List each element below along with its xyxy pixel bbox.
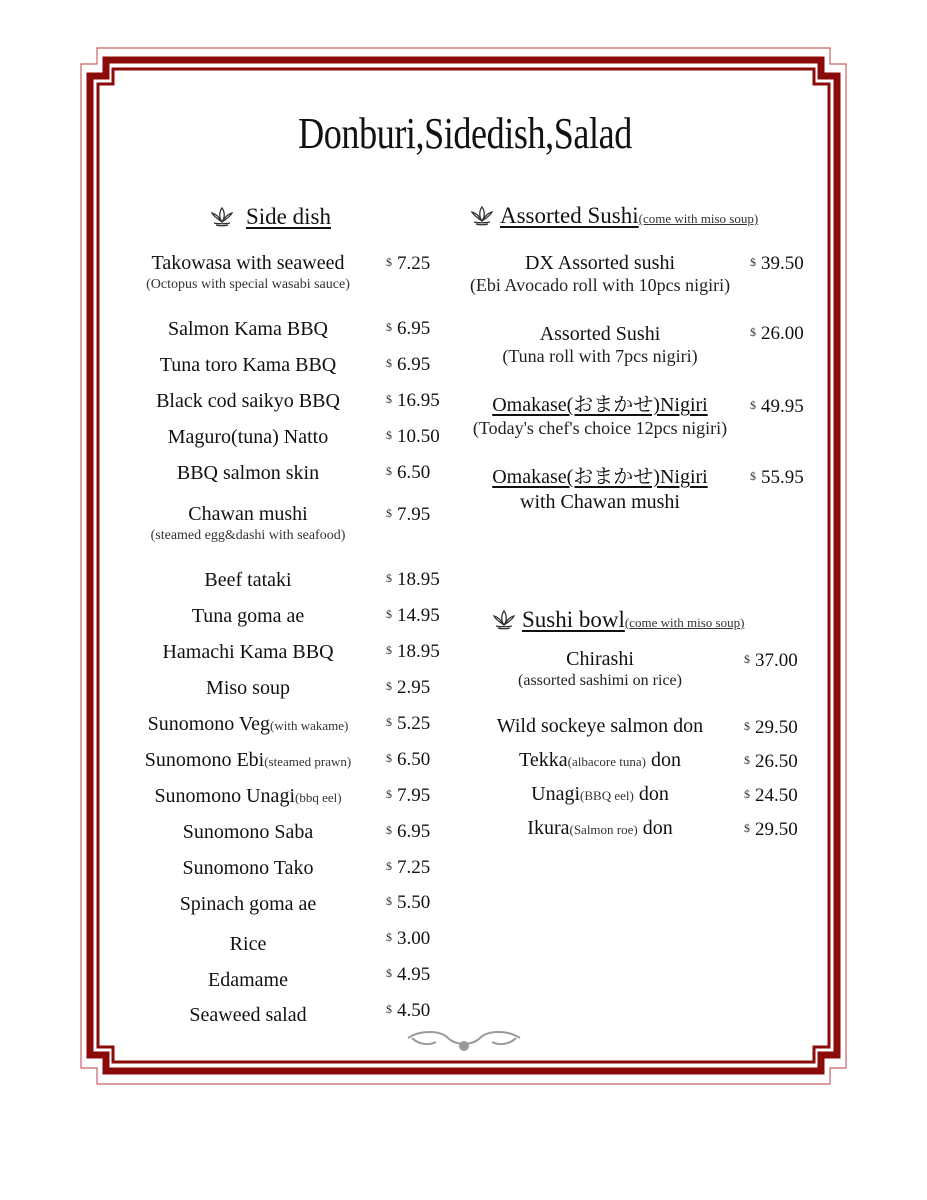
menu-item-price: $ 6.95 [386, 354, 431, 375]
menu-item-price: $ 6.50 [386, 749, 431, 770]
menu-item-price: $ 26.50 [744, 751, 798, 772]
menu-item-name: Tuna goma ae [191, 605, 305, 627]
menu-item-name: Tuna toro Kama BBQ [159, 354, 337, 376]
sushi-bowl-heading-note: (come with miso soup) [624, 615, 745, 630]
flourish-ornament [408, 1032, 520, 1050]
page-title: Donburi,Sidedish,Salad [298, 109, 632, 158]
side-dish-heading-label: Side dish [246, 204, 331, 229]
lotus-icon [210, 205, 234, 227]
menu-item-name: Unagi(BBQ eel) don [531, 783, 669, 805]
menu-item-name: Tekka(albacore tuna) don [519, 749, 681, 771]
menu-item-price: $ 6.95 [386, 821, 431, 842]
menu-item-name: Edamame [208, 969, 288, 991]
side-dish-heading [210, 204, 331, 230]
menu-item-name: Seaweed salad [189, 1004, 307, 1026]
menu-item-name: Beef tataki [204, 569, 292, 591]
menu-item-name: Sunomono Saba [182, 821, 314, 843]
menu-item-price: $ 4.95 [386, 964, 431, 985]
menu-item-price: $ 29.50 [744, 819, 798, 840]
assorted-sushi-heading-note: (come with miso soup) [638, 211, 759, 226]
menu-item-price: $ 5.25 [386, 713, 431, 734]
menu-item-price: $ 14.95 [386, 605, 440, 626]
menu-item-price: $ 24.50 [744, 785, 798, 806]
menu-item-price: $ 6.95 [386, 318, 431, 339]
menu-item-name: Sunomono Unagi(bbq eel) [154, 785, 342, 807]
menu-item-name: Miso soup [206, 677, 290, 699]
menu-item-price: $ 7.95 [386, 504, 431, 525]
menu-item-name: Salmon Kama BBQ [168, 318, 328, 340]
menu-item-name: Sunomono Veg(with wakame) [147, 713, 349, 735]
menu-item-name: Maguro(tuna) Natto [167, 426, 329, 448]
menu-item-name: Chirashi [566, 648, 634, 670]
menu-item-name: Hamachi Kama BBQ [162, 641, 334, 663]
menu-item-name: Sunomono Ebi(steamed prawn) [144, 749, 352, 771]
menu-item-name: Assorted Sushi [539, 323, 661, 345]
menu-item-price: $ 7.25 [386, 253, 431, 274]
menu-item-price: $ 37.00 [744, 650, 798, 671]
menu-item-price: $ 16.95 [386, 390, 440, 411]
menu-item-description: (Octopus with special wasabi sauce) [146, 277, 350, 292]
menu-item-price: $ 2.95 [386, 677, 431, 698]
menu-item-price: $ 7.25 [386, 857, 431, 878]
menu-item-name: Chawan mushi [188, 503, 308, 525]
menu-item-price: $ 5.50 [386, 892, 431, 913]
menu-item-name: DX Assorted sushi [524, 252, 675, 274]
menu-item-price: $ 18.95 [386, 569, 440, 590]
assorted-sushi-heading [470, 203, 758, 229]
menu-item-description: (Tuna roll with 7pcs nigiri) [502, 346, 698, 366]
menu-item-description: (assorted sashimi on rice) [518, 672, 682, 689]
menu-item-price: $ 29.50 [744, 717, 798, 738]
menu-item-description: (steamed egg&dashi with seafood) [150, 528, 346, 543]
menu-item-description: (Today's chef's choice 12pcs nigiri) [472, 418, 728, 438]
menu-item-name: Ikura(Salmon roe) don [527, 817, 673, 839]
lotus-icon [492, 608, 516, 630]
menu-item-price: $ 55.95 [750, 467, 804, 488]
menu-item-name: Spinach goma ae [179, 893, 317, 915]
menu-item-name: Omakase(おまかせ)Nigiri [492, 466, 708, 488]
menu-item-price: $ 10.50 [386, 426, 440, 447]
menu-item-name: Omakase(おまかせ)Nigiri [492, 394, 708, 416]
sushi-bowl-heading [492, 607, 744, 633]
menu-item-price: $ 6.50 [386, 462, 431, 483]
assorted-sushi-heading-label: Assorted Sushi [500, 203, 639, 228]
menu-item-name: Rice [229, 933, 267, 955]
menu-item-name: Wild sockeye salmon don [496, 715, 704, 737]
sushi-bowl-heading-label: Sushi bowl [522, 607, 625, 632]
menu-item-price: $ 3.00 [386, 928, 431, 949]
menu-item-price: $ 39.50 [750, 253, 804, 274]
menu-item-description: with Chawan mushi [520, 491, 680, 513]
menu-item-price: $ 49.95 [750, 396, 804, 417]
menu-item-price: $ 18.95 [386, 641, 440, 662]
menu-item-price: $ 26.00 [750, 323, 804, 344]
lotus-icon [470, 204, 494, 226]
menu-item-name: Black cod saikyo BBQ [156, 390, 340, 412]
menu-item-description: (Ebi Avocado roll with 10pcs nigiri) [469, 275, 731, 295]
menu-item-price: $ 4.50 [386, 1000, 431, 1021]
menu-item-name: Sunomono Tako [182, 857, 314, 879]
menu-item-name: BBQ salmon skin [176, 462, 320, 484]
menu-item-price: $ 7.95 [386, 785, 431, 806]
menu-item-name: Takowasa with seaweed [151, 252, 345, 274]
